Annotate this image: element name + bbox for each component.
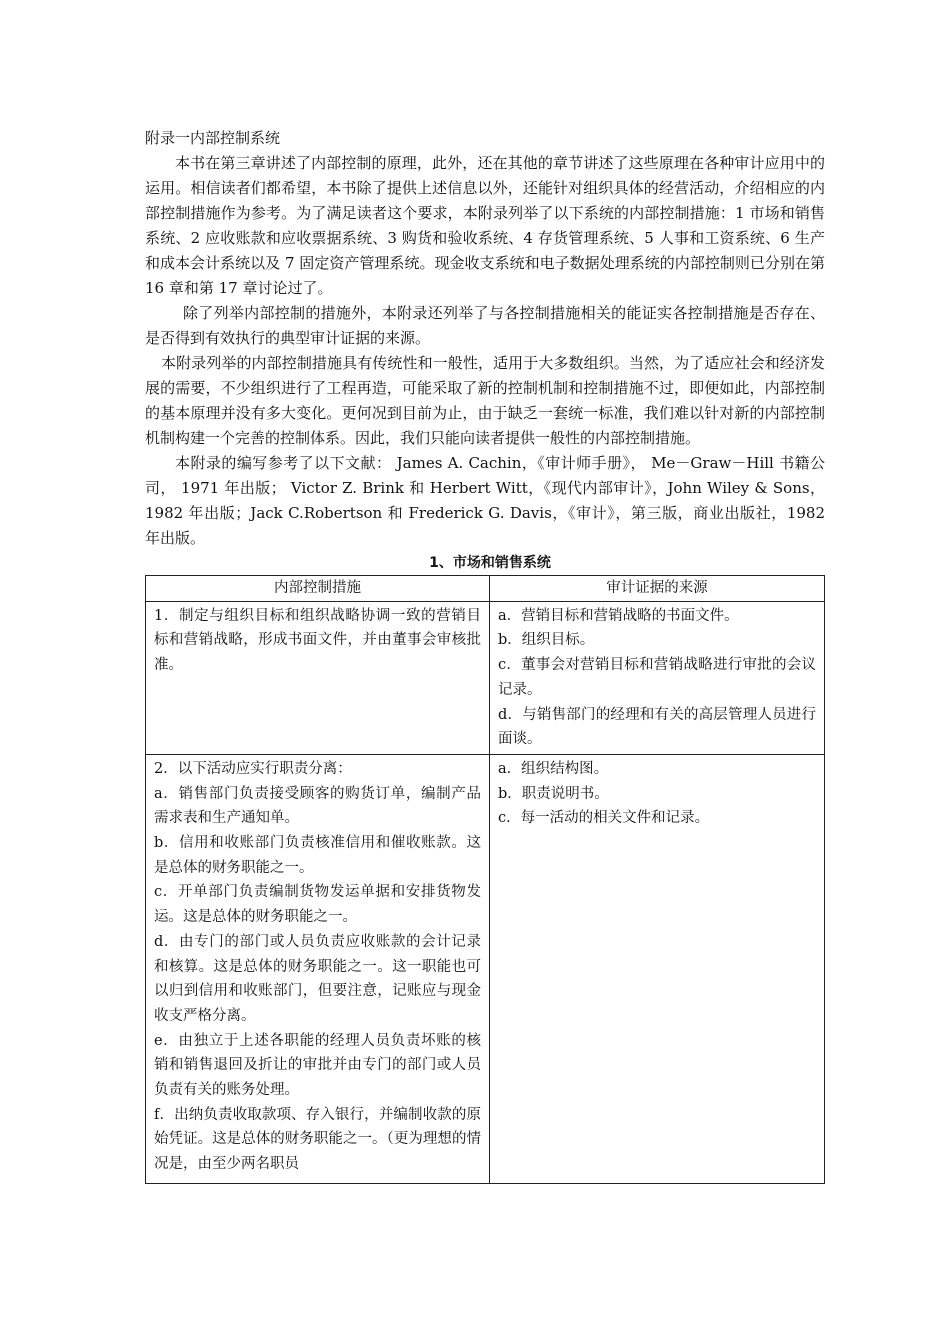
evidence-item: c．董事会对营销目标和营销战略进行审批的会议记录。 <box>498 657 816 698</box>
control-item: 2．以下活动应实行职责分离： <box>154 760 352 777</box>
document-title: 附录一内部控制系统 <box>145 129 281 147</box>
header-controls: 内部控制措施 <box>146 576 490 602</box>
section-title: 1、市场和销售系统 <box>429 555 551 571</box>
intro-paragraph-2: 除了列举内部控制的措施外，本附录还列举了与各控制措施相关的能证实各控制措施是否存在、是否得到有效执行的典型审计证据的来源。 <box>145 304 825 347</box>
evidence-item: c．每一活动的相关文件和记录。 <box>498 810 710 827</box>
evidence-item: b．组织目标。 <box>498 632 595 649</box>
evidence-item: d．与销售部门的经理和有关的高层管理人员进行面谈。 <box>498 706 816 748</box>
table-row <box>146 754 825 1183</box>
controls-table <box>145 575 825 1184</box>
intro-paragraph-1: 本书在第三章讲述了内部控制的原理，此外，还在其他的章节讲述了这些原理在各种审计应用中的运用。相信读者们都希望，本书除了提供上述信息以外，还能针对组织具体的经营活动，介绍相应的内部控制措施作为参考。为了满足读者这个要求，本附录列举了以下系统的内部控制措施：1 市场和销售系统、2 应收账款和应收票据系统、3 购货和验收系统、4 存货管理系统、5 人事和工资系统、6 生产和成本会计系统以及 7 固定资产管理系统。现金收支系统和电子数据处理系统的内部控制则已分别在第 16 章和第 17 章讨论过了。 <box>145 154 825 297</box>
control-item: f．出纳负责收取款项、存入银行，并编制收款的原始凭证。这是总体的财务职能之一。（更为理想的情况是，由至少两名职员 <box>154 1106 481 1173</box>
control-item: b．信用和收账部门负责核准信用和催收账款。这是总体的财务职能之一。 <box>154 835 481 876</box>
header-evidence: 审计证据的来源 <box>490 576 825 602</box>
evidence-cell <box>490 754 825 1183</box>
references-paragraph: 本附录的编写参考了以下文献： James A. Cachin，《审计师手册》， Me－Graw－Hill 书籍公司， 1971 年出版； Victor Z. Brink 和 Herbert Witt，《现代内部审计》，John Wiley & Sons，1982 年出版；Jack C.Robertson 和 Frederick G. Davis，《审计》，第三版，商业出版社，1982 年出版。 <box>145 454 825 547</box>
control-item: e．由独立于上述各职能的经理人员负责坏账的核销和销售退回及折让的审批并由专门的部门或人员负责有关的账务处理。 <box>154 1032 481 1099</box>
control-item: d．由专门的部门或人员负责应收账款的会计记录和核算。这是总体的财务职能之一。这一职能也可以归到信用和收账部门，但要注意，记账应与现金收支严格分离。 <box>154 933 481 1024</box>
table-row <box>146 601 825 754</box>
intro-paragraph-3: 本附录列举的内部控制措施具有传统性和一般性，适用于大多数组织。当然，为了适应社会和经济发展的需要，不少组织进行了工程再造，可能采取了新的控制机制和控制措施不过，即便如此，内部控制的基本原理并没有多大变化。更何况到目前为止，由于缺乏一套统一标准，我们难以针对新的内部控制机制构建一个完善的控制体系。因此，我们只能向读者提供一般性的内部控制措施。 <box>145 354 825 447</box>
evidence-item: b．职责说明书。 <box>498 785 609 802</box>
control-cell <box>146 601 490 754</box>
evidence-item: a．组织结构图。 <box>498 760 609 777</box>
document-page <box>145 126 825 1184</box>
evidence-item: a．营销目标和营销战略的书面文件。 <box>498 607 739 624</box>
table-header-row <box>146 576 825 602</box>
evidence-cell <box>490 601 825 754</box>
control-item: 1．制定与组织目标和组织战略协调一致的营销目标和营销战略，形成书面文件，并由董事会审核批准。 <box>154 607 481 674</box>
control-cell <box>146 754 490 1183</box>
control-item: c．开单部门负责编制货物发运单据和安排货物发运。这是总体的财务职能之一。 <box>154 884 481 926</box>
control-item: a．销售部门负责接受顾客的购货订单，编制产品需求表和生产通知单。 <box>154 785 481 827</box>
